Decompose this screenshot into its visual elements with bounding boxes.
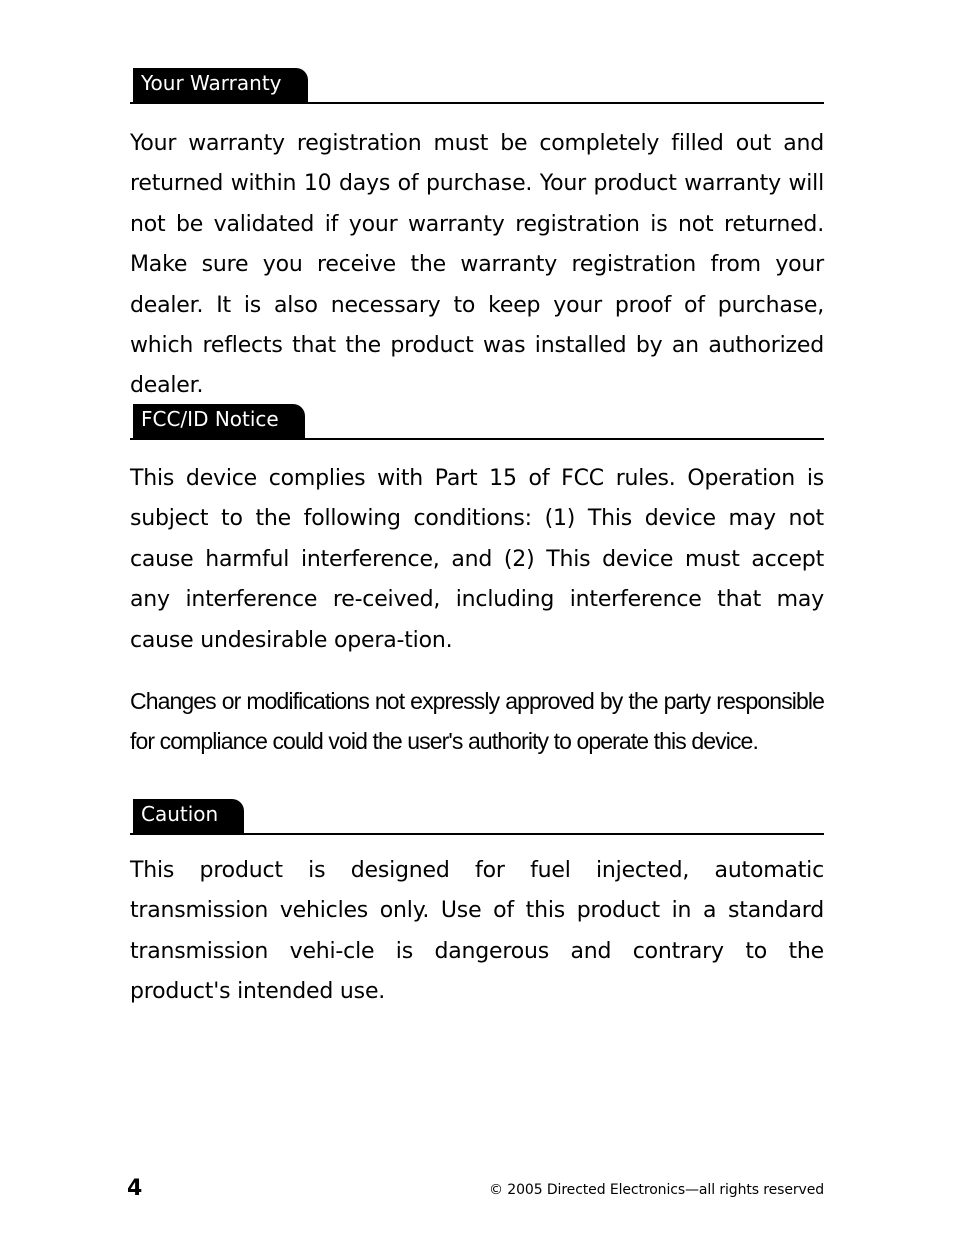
fcc-compliance-paragraph: This device complies with Part 15 of FCC rules. Operation is subject to the following conditions: (1) This device may not cause harmful interference, and (2) This device must accept any interference re-ceived, including interference that may cause undesirable opera-tion. (130, 466, 824, 653)
fcc-heading: FCC/ID Notice (133, 404, 305, 438)
copyright-notice: © 2005 Directed Electronics—all rights reserved (489, 1182, 824, 1198)
caution-heading: Caution (133, 799, 244, 833)
caution-section-header (130, 797, 824, 835)
warranty-heading: Your Warranty (133, 68, 308, 102)
page-number: 4 (127, 1176, 143, 1201)
warranty-paragraph: Your warranty registration must be completely filled out and returned within 10 days of purchase. Your product warranty will not be validated if your warranty registration is not returned. Make sure you receive the warranty registration from your dealer. It is also necessary to keep your proof of purchase, which reflects that the product was installed by an authorized dealer. (130, 131, 824, 399)
document-page (127, 0, 824, 1235)
warranty-section-header (130, 66, 824, 104)
fcc-section-header (130, 402, 824, 440)
caution-paragraph: This product is designed for fuel injected, automatic transmission vehicles only. Use of this product in a standard transmission vehi-cle is dangerous and contrary to the product's intended use. (130, 858, 824, 1005)
fcc-modifications-paragraph: Changes or modifications not expressly approved by the party responsible for compliance could void the user's authority to operate this device. (130, 688, 824, 755)
